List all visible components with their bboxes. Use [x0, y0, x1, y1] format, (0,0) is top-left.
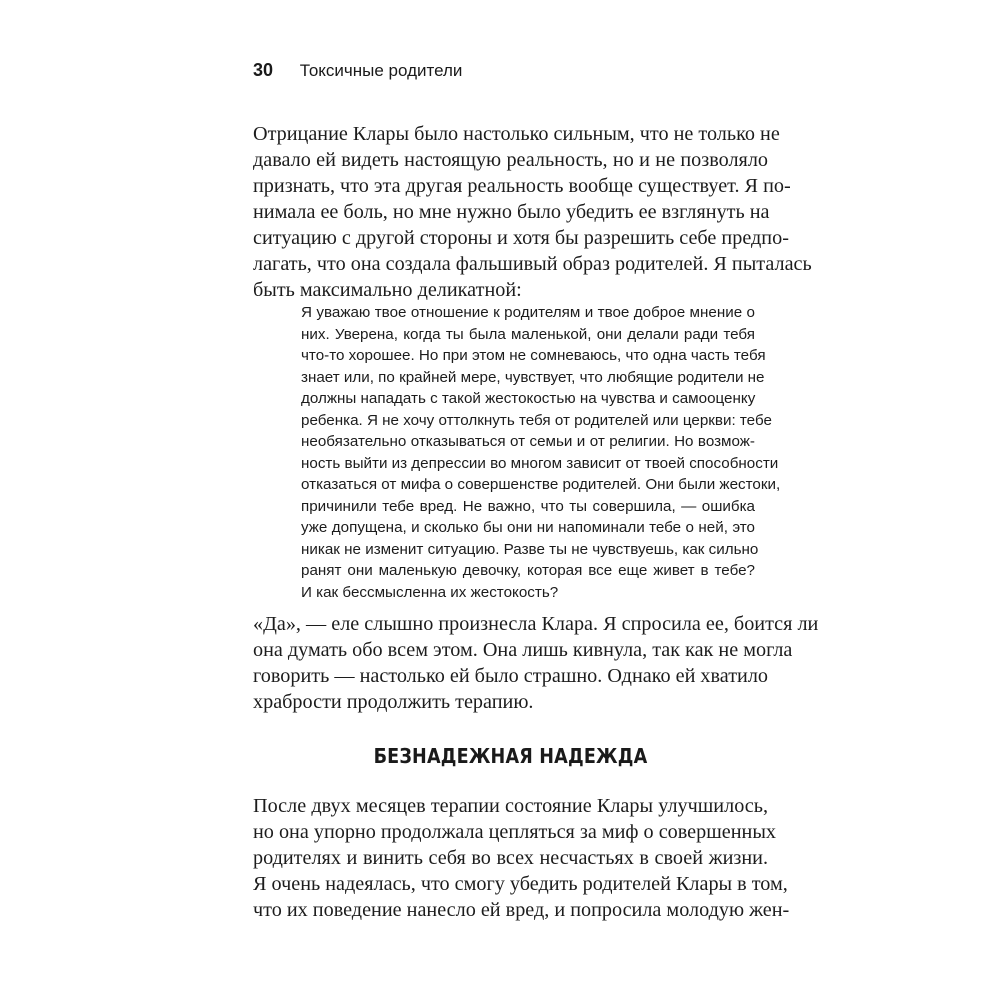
page-number: 30 [253, 60, 274, 80]
book-title: Токсичные родители [299, 61, 463, 80]
quote-line: ранят они маленькую девочку, которая все еще живет в тебе? [301, 562, 755, 579]
quote-line: причинили тебе вред. Не важно, что ты совершила, — ошибка [301, 497, 755, 515]
text-line: давало ей видеть настоящую реальность, но и не позволяло [253, 149, 768, 171]
quote-line: уже допущена, и сколько бы они ни напоминали тебе о ней, это [301, 519, 755, 536]
text-line: что их поведение нанесло ей вред, и попросила молодую жен- [253, 899, 790, 921]
quote-line: И как бессмысленна их жестокость? [301, 583, 559, 601]
paragraph-3 [253, 793, 790, 923]
block-quote [301, 302, 781, 603]
text-line: ситуацию с другой стороны и хотя бы разрешить себе предпо- [253, 227, 789, 249]
quote-line: знает или, по крайней мере, чувствует, что любящие родители не [301, 368, 765, 386]
text-line: говорить — настолько ей было страшно. Однако ей хватило [253, 665, 769, 687]
quote-line: ность выйти из депрессии во многом зависит от твоей способности [301, 454, 779, 472]
text-line: храбрости продолжить терапию. [253, 691, 534, 713]
text-line: признать, что эта другая реальность вообще существует. Я по- [253, 175, 791, 197]
text-line: Отрицание Клары было настолько сильным, что не только не [253, 123, 780, 145]
paragraph-1 [253, 121, 812, 303]
quote-line: отказаться от мифа о совершенстве родителей. Они были жестоки, [301, 476, 781, 493]
section-heading: БЕЗНАДЕЖНАЯ НАДЕЖДА [373, 744, 648, 768]
quote-line: никак не изменит ситуацию. Разве ты не чувствуешь, как сильно [301, 540, 759, 558]
text-line: быть максимально деликатной: [253, 279, 522, 301]
text-line: но она упорно продолжала цепляться за миф о совершенных [253, 821, 776, 843]
text-line: родителях и винить себя во всех несчастьях в своей жизни. [253, 847, 768, 869]
text-line: «Да», — еле слышно произнесла Клара. Я спросила ее, боится ли [253, 613, 819, 635]
text-line: Я очень надеялась, что смогу убедить родителей Клары в том, [253, 873, 788, 895]
quote-line: необязательно отказываться от семьи и от религии. Но возмож- [301, 433, 755, 450]
text-line: лагать, что она создала фальшивый образ родителей. Я пыталась [253, 253, 812, 275]
quote-line: что-то хорошее. Но при этом не сомневаюсь, что одна часть тебя [301, 347, 766, 364]
text-line: она думать обо всем этом. Она лишь кивнула, так как не могла [253, 639, 793, 661]
quote-line: должны нападать с такой жестокостью на чувства и самооценку [301, 390, 756, 407]
text-line: После двух месяцев терапии состояние Клары улучшилось, [253, 795, 768, 817]
running-header [253, 60, 462, 81]
text-line: нимала ее боль, но мне нужно было убедить ее взглянуть на [253, 201, 770, 223]
paragraph-2 [253, 611, 819, 715]
quote-line: ребенка. Я не хочу оттолкнуть тебя от родителей или церкви: тебе [301, 411, 772, 429]
quote-line: них. Уверена, когда ты была маленькой, они делали ради тебя [301, 325, 755, 343]
quote-line: Я уважаю твое отношение к родителям и твое доброе мнение о [301, 304, 755, 321]
